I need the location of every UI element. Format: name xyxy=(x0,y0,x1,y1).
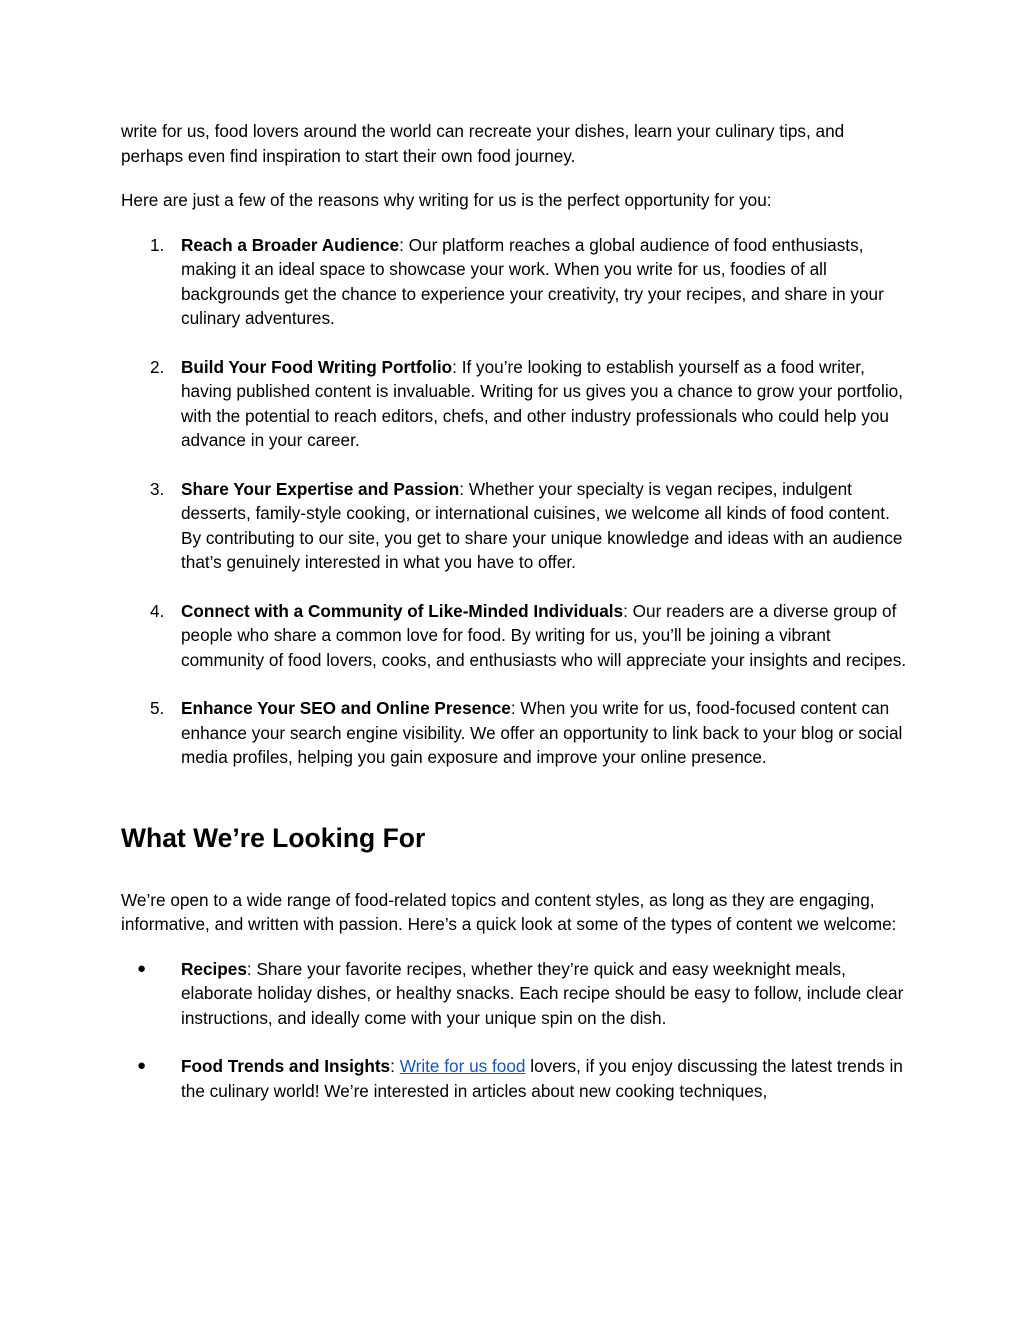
bullet-icon: ● xyxy=(137,959,147,977)
list-number: 4. xyxy=(150,600,165,621)
section-heading: What We’re Looking For xyxy=(121,822,426,853)
list-item xyxy=(121,477,911,575)
list-item-text: : When you write for us, food-focused content can enhance your search engine visibility. We offer an opportunity to link back to your blog or social media profiles, helping you gain exposure and improve your online presence. xyxy=(181,698,903,767)
list-number: 5. xyxy=(150,698,165,718)
list-item xyxy=(121,599,911,673)
list-item xyxy=(121,233,911,331)
content-types-list xyxy=(121,957,911,1104)
list-item-title: Recipes xyxy=(181,958,247,979)
intro-continuation-paragraph: write for us, food lovers around the world can recreate your dishes, learn your culinary tips, and perhaps even find inspiration to start their own food journey. xyxy=(121,121,845,166)
document-body xyxy=(121,119,911,1127)
list-item-title: Build Your Food Writing Portfolio xyxy=(181,356,453,377)
list-item xyxy=(121,696,911,770)
list-item-text: : Whether your specialty is vegan recipes, indulgent desserts, family-style cooking, or international cuisines, we welcome all kinds of food content. By contributing to our site, you get to share your unique knowledge and ideas with an audience that’s genuinely interested in what you have to offer. xyxy=(181,478,903,572)
list-number: 1. xyxy=(150,234,165,255)
reasons-lead-paragraph: Here are just a few of the reasons why writing for us is the perfect opportunity for you: xyxy=(121,190,772,210)
list-item-title: Share Your Expertise and Passion xyxy=(181,478,460,499)
list-item-text: : Our platform reaches a global audience of food enthusiasts, making it an ideal space to showcase your work. When you write for us, foodies of all backgrounds get the chance to experience your creativity, try your recipes, and share in your culinary adventures. xyxy=(181,234,884,328)
list-item-title: Enhance Your SEO and Online Presence xyxy=(181,698,511,718)
write-for-us-food-link[interactable]: Write for us food xyxy=(399,1056,526,1076)
list-item-title: Food Trends and Insights xyxy=(181,1056,391,1076)
list-item-text: : Share your favorite recipes, whether they’re quick and easy weeknight meals, elaborate holiday dishes, or healthy snacks. Each recipe should be easy to follow, include clear instructions, and ideally come with your unique spin on the dish. xyxy=(181,958,904,1028)
reasons-list xyxy=(121,233,911,770)
bullet-icon: ● xyxy=(137,1057,147,1074)
list-item xyxy=(121,355,911,453)
list-item-separator: : xyxy=(390,1056,400,1076)
list-item-title: Connect with a Community of Like-Minded Individuals xyxy=(181,600,624,621)
list-number: 2. xyxy=(150,356,165,377)
list-item-text: : If you’re looking to establish yourself as a food writer, having published content is invaluable. Writing for us gives you a chance to grow your portfolio, with the potential to reach editors, chefs, and other industry professionals who could help you advance in your career. xyxy=(181,356,903,450)
list-item-title: Reach a Broader Audience xyxy=(181,234,400,255)
section-intro-paragraph: We’re open to a wide range of food-related topics and content styles, as long as they are engaging, informative, and written with passion. Here’s a quick look at some of the types of content we welcome: xyxy=(121,889,897,934)
list-number: 3. xyxy=(150,478,165,499)
list-item-text: : Our readers are a diverse group of people who share a common love for food. By writing for us, you’ll be joining a vibrant community of food lovers, cooks, and enthusiasts who will appreciate your insights and recipes. xyxy=(181,600,907,670)
list-item-text: lovers, if you enjoy discussing the latest trends in the culinary world! We’re interested in articles about new cooking techniques, xyxy=(181,1056,903,1101)
list-item xyxy=(121,1054,911,1103)
list-item xyxy=(121,957,911,1031)
